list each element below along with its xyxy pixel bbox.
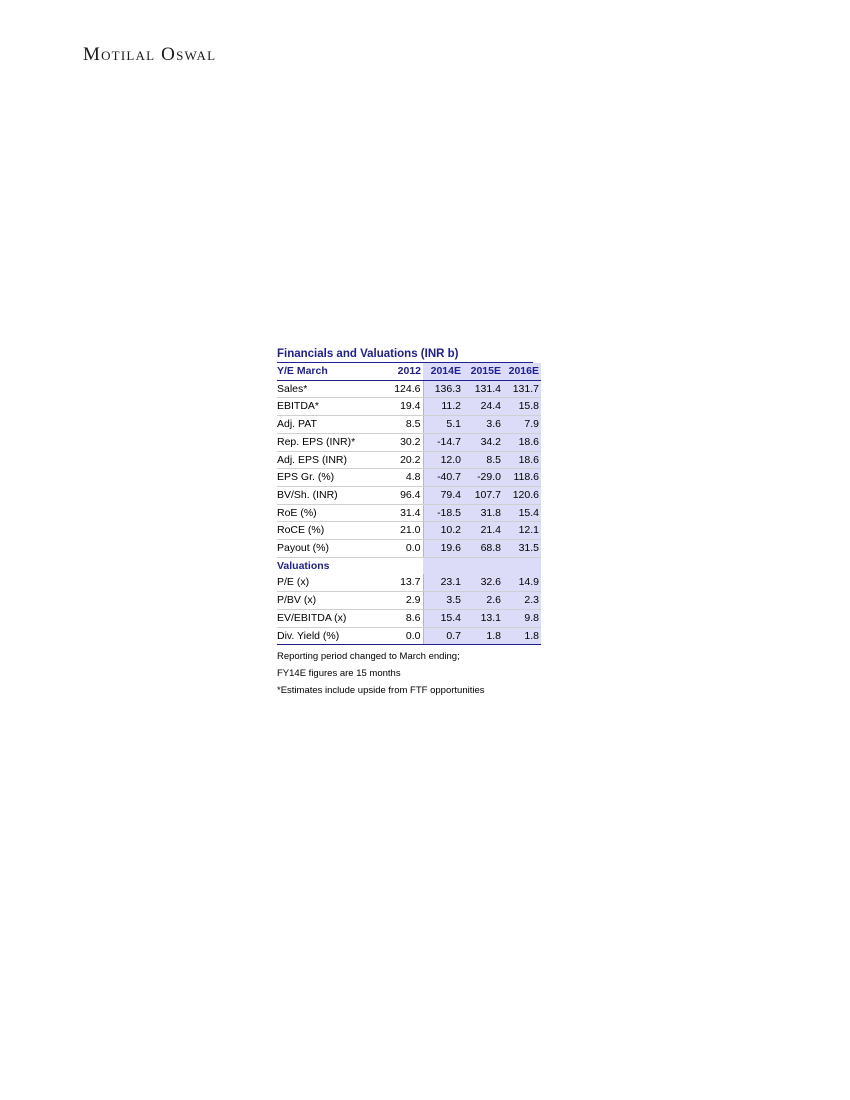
table-cell: 12.0: [423, 451, 463, 469]
column-header: Y/E March: [277, 363, 383, 380]
table-cell: 68.8: [463, 540, 503, 558]
table-cell: 0.0: [383, 540, 423, 558]
table-row: [277, 609, 541, 627]
table-cell: -18.5: [423, 504, 463, 522]
table-cell: 7.9: [503, 416, 541, 434]
table-cell: 3.5: [423, 592, 463, 610]
row-label: EPS Gr. (%): [277, 469, 383, 487]
table-cell: 131.7: [503, 380, 541, 398]
row-label: EV/EBITDA (x): [277, 609, 383, 627]
table-cell: 21.0: [383, 522, 423, 540]
table-row: [277, 398, 541, 416]
footnote: *Estimates include upside from FTF opportunities: [277, 685, 485, 697]
table-cell: 15.4: [423, 609, 463, 627]
table-cell: 13.1: [463, 609, 503, 627]
table-cell: 1.8: [503, 627, 541, 645]
table-footnotes: [277, 648, 533, 699]
table-cell: 1.8: [463, 627, 503, 645]
table-cell: 18.6: [503, 451, 541, 469]
table-cell: 5.1: [423, 416, 463, 434]
table-cell: 96.4: [383, 486, 423, 504]
table-cell: 136.3: [423, 380, 463, 398]
table-cell: 4.8: [383, 469, 423, 487]
financials-valuations-table-block: [277, 346, 539, 699]
table-cell: 31.8: [463, 504, 503, 522]
table-cell: 120.6: [503, 486, 541, 504]
table-cell: 10.2: [423, 522, 463, 540]
table-cell: 19.4: [383, 398, 423, 416]
section-label: Valuations: [277, 559, 330, 572]
financials-table: [277, 363, 541, 645]
footnote: Reporting period changed to March ending;: [277, 651, 460, 663]
section-header-row: [277, 557, 541, 574]
table-cell: 18.6: [503, 433, 541, 451]
row-label: Sales*: [277, 380, 383, 398]
table-cell: 8.6: [383, 609, 423, 627]
table-row: [277, 416, 541, 434]
table-row: [277, 540, 541, 558]
table-cell: 23.1: [423, 574, 463, 591]
table-cell: 9.8: [503, 609, 541, 627]
table-row: [277, 592, 541, 610]
table-cell: 2.6: [463, 592, 503, 610]
table-cell: 124.6: [383, 380, 423, 398]
empty-cell: [503, 557, 541, 574]
row-label: Adj. PAT: [277, 416, 383, 434]
table-cell: 79.4: [423, 486, 463, 504]
table-cell: 11.2: [423, 398, 463, 416]
row-label: Div. Yield (%): [277, 627, 383, 645]
table-cell: -29.0: [463, 469, 503, 487]
row-label: P/E (x): [277, 574, 383, 591]
table-row: [277, 433, 541, 451]
row-label: Rep. EPS (INR)*: [277, 433, 383, 451]
column-header: 2015E: [463, 363, 503, 380]
table-cell: 2.9: [383, 592, 423, 610]
table-row: [277, 504, 541, 522]
table-cell: 32.6: [463, 574, 503, 591]
table-cell: 14.9: [503, 574, 541, 591]
empty-cell: [423, 557, 463, 574]
row-label: Payout (%): [277, 540, 383, 558]
row-label: P/BV (x): [277, 592, 383, 610]
column-header: 2016E: [503, 363, 541, 380]
column-header: 2012: [383, 363, 423, 380]
table-cell: 24.4: [463, 398, 503, 416]
table-row: [277, 486, 541, 504]
table-cell: 0.7: [423, 627, 463, 645]
column-header: 2014E: [423, 363, 463, 380]
table-cell: 15.4: [503, 504, 541, 522]
table-row: [277, 469, 541, 487]
table-title: Financials and Valuations (INR b): [277, 346, 533, 363]
table-header-row: [277, 363, 541, 380]
footnote: FY14E figures are 15 months: [277, 668, 401, 680]
table-cell: 21.4: [463, 522, 503, 540]
table-cell: 31.5: [503, 540, 541, 558]
table-cell: 0.0: [383, 627, 423, 645]
empty-cell: [383, 557, 423, 574]
table-cell: 30.2: [383, 433, 423, 451]
table-cell: 2.3: [503, 592, 541, 610]
table-cell: 3.6: [463, 416, 503, 434]
table-cell: -40.7: [423, 469, 463, 487]
table-cell: 31.4: [383, 504, 423, 522]
table-row: [277, 627, 541, 645]
table-cell: 13.7: [383, 574, 423, 591]
table-cell: 12.1: [503, 522, 541, 540]
table-cell: 8.5: [463, 451, 503, 469]
table-cell: 131.4: [463, 380, 503, 398]
row-label: EBITDA*: [277, 398, 383, 416]
empty-cell: [463, 557, 503, 574]
table-row: [277, 451, 541, 469]
row-label: BV/Sh. (INR): [277, 486, 383, 504]
table-cell: 34.2: [463, 433, 503, 451]
table-cell: 8.5: [383, 416, 423, 434]
table-cell: 20.2: [383, 451, 423, 469]
table-row: [277, 522, 541, 540]
table-row: [277, 574, 541, 591]
table-cell: 107.7: [463, 486, 503, 504]
row-label: RoE (%): [277, 504, 383, 522]
table-row: [277, 380, 541, 398]
table-cell: 15.8: [503, 398, 541, 416]
row-label: Adj. EPS (INR): [277, 451, 383, 469]
row-label: RoCE (%): [277, 522, 383, 540]
table-cell: 19.6: [423, 540, 463, 558]
table-cell: -14.7: [423, 433, 463, 451]
company-logo: Motilal Oswal: [83, 44, 217, 65]
table-cell: 118.6: [503, 469, 541, 487]
